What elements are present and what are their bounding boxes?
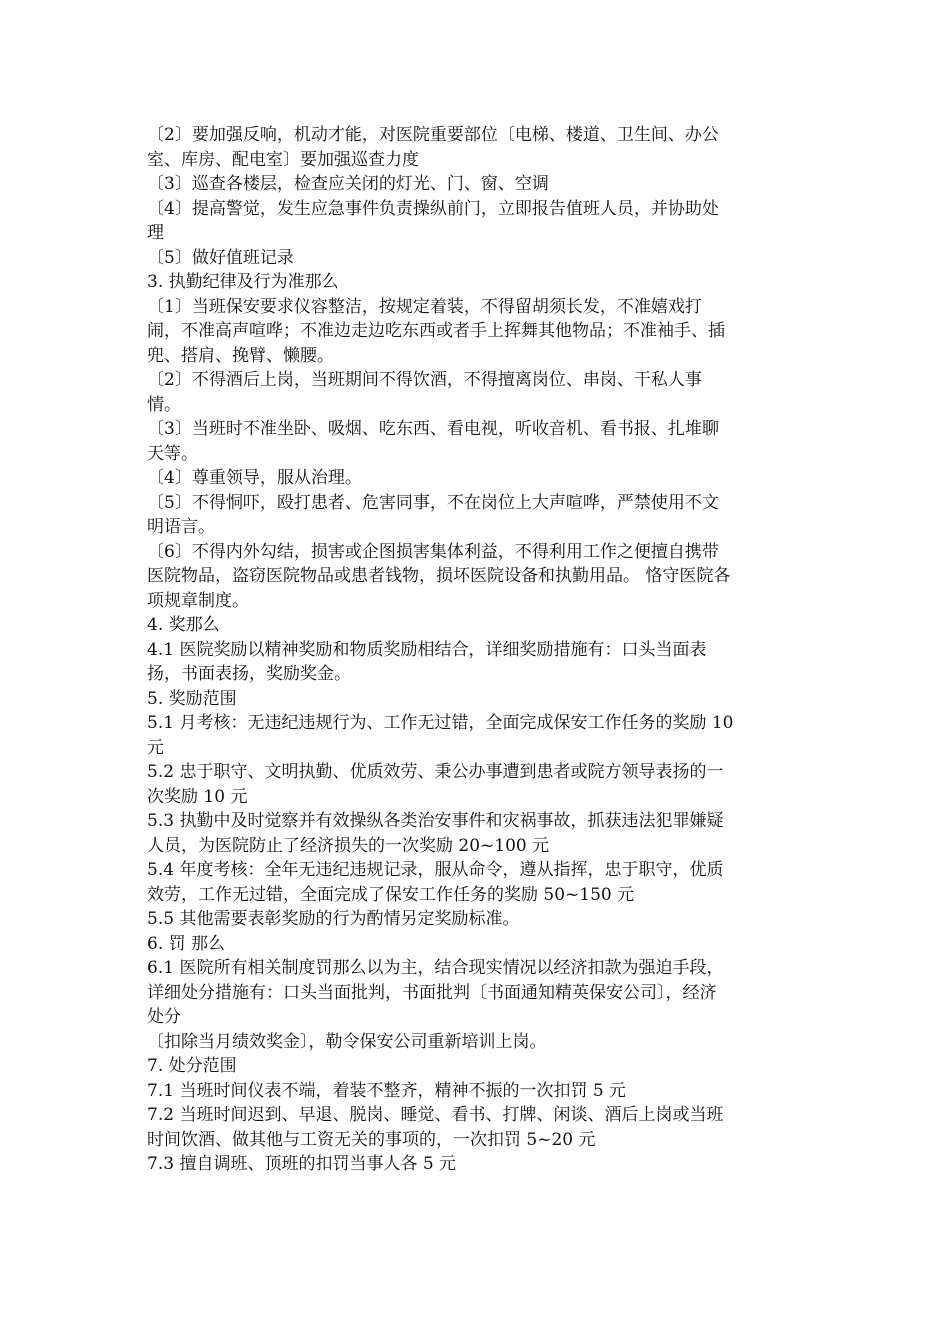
text-line: 扬，书面表扬，奖励奖金。 <box>147 664 351 684</box>
text-line: 〔2〕不得酒后上岗，当班期间不得饮酒，不得擅离岗位、串岗、干私人事 <box>147 370 702 390</box>
text-line: 5.4 年度考核：全年无违纪违规记录，服从命令，遵从指挥，忠于职守，优质 <box>147 860 724 880</box>
text-line: 6.1 医院所有相关制度罚那么以为主，结合现实情况以经济扣款为强迫手段， <box>147 958 724 978</box>
text-line: 7.1 当班时间仪表不端，着装不整齐，精神不振的一次扣罚 5 元 <box>147 1080 627 1101</box>
text-line: 处分 <box>147 1007 181 1027</box>
text-line: 效劳，工作无过错，全面完成了保安工作任务的奖励 50~150 元 <box>147 884 635 905</box>
text-line: 时间饮酒、做其他与工资无关的事项的，一次扣罚 5~20 元 <box>147 1129 596 1150</box>
text-line: 〔1〕当班保安要求仪容整洁，按规定着装，不得留胡须长发，不准嬉戏打 <box>147 296 702 317</box>
text-line: 次奖励 10 元 <box>147 786 248 807</box>
text-line: 明语言。 <box>147 517 215 537</box>
text-line: 5.5 其他需要表彰奖励的行为酌情另定奖励标准。 <box>147 909 520 929</box>
section-heading: 4. 奖那么 <box>147 615 220 635</box>
text-line: 天等。 <box>147 443 198 464</box>
text-line: 〔3〕巡查各楼层，检查应关闭的灯光、门、窗、空调 <box>147 174 549 194</box>
text-line: 闹，不准高声喧哗；不准边走边吃东西或者手上挥舞其他物品；不准袖手、插 <box>147 321 725 341</box>
text-line: 详细处分措施有：口头当面批判，书面批判〔书面通知精英保安公司〕，经济 <box>147 982 717 1003</box>
text-line: 元 <box>147 737 164 758</box>
text-line: 5.1 月考核：无违纪违规行为、工作无过错，全面完成保安工作任务的奖励 10 <box>147 713 734 733</box>
text-line: 5.2 忠于职守、文明执勤、优质效劳、秉公办事遭到患者或院方领导表扬的一 <box>147 762 724 782</box>
text-line: 〔2〕要加强反响，机动才能，对医院重要部位〔电梯、楼道、卫生间、办公 <box>147 125 719 145</box>
text-line: 〔3〕当班时不准坐卧、吸烟、吃东西、看电视，听收音机、看书报、扎堆聊 <box>147 419 719 439</box>
text-line: 人员，为医院防止了经济损失的一次奖励 20~100 元 <box>147 835 550 856</box>
text-line: 7.3 擅自调班、顶班的扣罚当事人各 5 元 <box>147 1154 457 1174</box>
text-line: 兜、搭肩、挽臂、懒腰。 <box>147 345 334 366</box>
text-line: 〔5〕不得恫吓，殴打患者、危害同事，不在岗位上大声喧哗，严禁使用不文 <box>147 492 719 513</box>
section-heading: 5. 奖励范围 <box>147 688 237 709</box>
text-line: 〔4〕提高警觉，发生应急事件负责操纵前门，立即报告值班人员，并协助处 <box>147 198 719 219</box>
text-line: 情。 <box>147 394 181 415</box>
text-line: 5.3 执勤中及时觉察并有效操纵各类治安事件和灾祸事故，抓获违法犯罪嫌疑 <box>147 811 724 831</box>
document-page <box>147 123 807 1177</box>
section-heading: 3. 执勤纪律及行为准那么 <box>147 272 339 292</box>
text-line: 理 <box>147 223 164 243</box>
text-line: 7.2 当班时间迟到、早退、脱岗、睡觉、看书、打牌、闲谈、酒后上岗或当班 <box>147 1105 724 1125</box>
text-line: 〔5〕做好值班记录 <box>147 247 294 268</box>
text-line: 4.1 医院奖励以精神奖励和物质奖励相结合，详细奖励措施有：口头当面表 <box>147 639 707 660</box>
section-heading: 7. 处分范围 <box>147 1056 237 1076</box>
text-line: 室、库房、配电室〕要加强巡查力度 <box>147 149 419 170</box>
text-line: 医院物品，盗窃医院物品或患者钱物，损坏医院设备和执勤用品。 恪守医院各 <box>147 566 731 586</box>
text-line: 〔4〕尊重领导，服从治理。 <box>147 468 362 488</box>
section-heading: 6. 罚 那么 <box>147 933 226 954</box>
text-line: 项规章制度。 <box>147 590 249 611</box>
text-line: 〔扣除当月绩效奖金〕，勒令保安公司重新培训上岗。 <box>147 1031 547 1052</box>
text-line: 〔6〕不得内外勾结，损害或企图损害集体利益，不得利用工作之便擅自携带 <box>147 541 719 562</box>
